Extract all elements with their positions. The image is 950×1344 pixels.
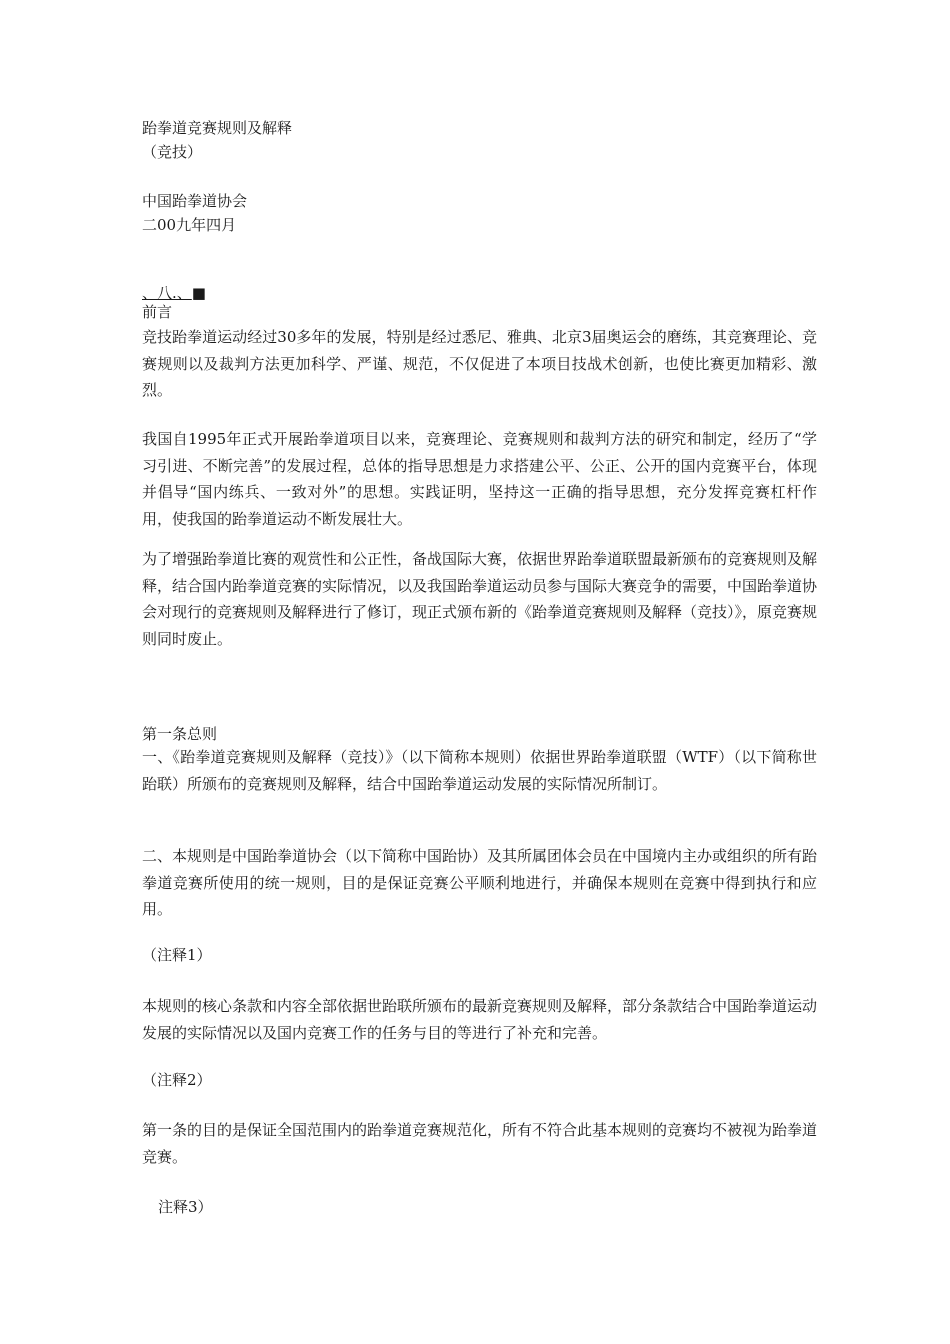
note-1-text: 本规则的核心条款和内容全部依据世跆联所颁布的最新竞赛规则及解释，部分条款结合中国跆拳道运动发展的实际情况以及国内竞赛工作的任务与目的等进行了补充和完善。	[142, 997, 818, 1042]
publication-date: 二00九年四月	[142, 216, 237, 234]
preface-paragraph-3: 为了增强跆拳道比赛的观赏性和公正性，备战国际大赛，依据世界跆拳道联盟最新颁布的竞赛规则及解释，结合国内跆拳道竞赛的实际情况，以及我国跆拳道运动员参与国际大赛竞争的需要，中国跆拳道协会对现行的竞赛规则及解释进行了修订，现正式颁布新的《跆拳道竞赛规则及解释（竞技）》，原竞赛规则同时废止。	[142, 550, 818, 648]
marker-text: 、八.、	[142, 284, 192, 302]
note-1-label: （注释1）	[142, 946, 212, 964]
preface-paragraph-1: 竞技跆拳道运动经过30多年的发展，特别是经过悉尼、雅典、北京3届奥运会的磨练，其竞赛理论、竞赛规则以及裁判方法更加科学、严谨、规范，不仅促进了本项目技战术创新，也使比赛更加精彩、激烈。	[142, 328, 817, 399]
note-2-text: 第一条的目的是保证全国范围内的跆拳道竞赛规范化，所有不符合此基本规则的竞赛均不被视为跆拳道竞赛。	[142, 1121, 818, 1166]
document-title: 跆拳道竞赛规则及解释	[142, 119, 293, 137]
article-1-clause-1: 一、《跆拳道竞赛规则及解释（竞技）》（以下简称本规则）依据世界跆拳道联盟（WTF）（以下简称世跆联）所颁布的竞赛规则及解释，结合中国跆拳道运动发展的实际情况所制订。	[142, 748, 817, 793]
note-3-label: 注释3）	[158, 1198, 213, 1216]
preface-heading: 前言	[142, 303, 173, 321]
note-2-label: （注释2）	[142, 1071, 212, 1089]
article-1-clause-2: 二、本规则是中国跆拳道协会（以下简称中国跆协）及其所属团体会员在中国境内主办或组织的所有跆拳道竞赛所使用的统一规则，目的是保证竞赛公平顺利地进行，并确保本规则在竞赛中得到执行和应用。	[142, 847, 818, 918]
article-1-heading: 第一条总则	[142, 725, 218, 743]
organization-name: 中国跆拳道协会	[142, 192, 248, 210]
document-subtitle: （竞技）	[142, 143, 203, 161]
preface-paragraph-2: 我国自1995年正式开展跆拳道项目以来，竞赛理论、竞赛规则和裁判方法的研究和制定，经历了“学习引进、不断完善”的发展过程，总体的指导思想是力求搭建公平、公正、公开的国内竞赛平台，体现并倡导“国内练兵、一致对外”的思想。实践证明，坚持这一正确的指导思想，充分发挥竞赛杠杆作用，使我国的跆拳道运动不断发展壮大。	[142, 430, 817, 528]
marker-square: ■	[191, 284, 206, 302]
